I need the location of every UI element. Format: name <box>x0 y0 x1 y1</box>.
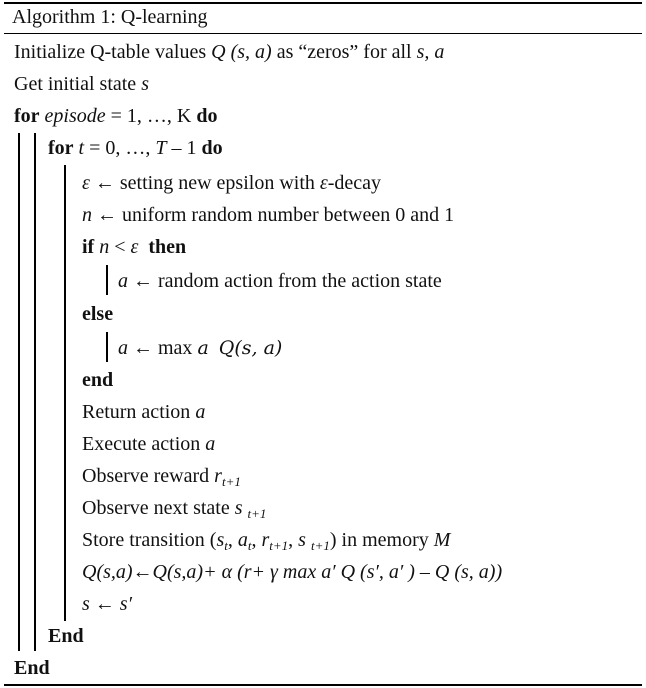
line-end-for-t: End <box>48 625 84 647</box>
line-assign-state: s ← s′ <box>82 593 132 615</box>
line-end-if: end <box>82 369 114 391</box>
line-else: else <box>82 303 114 325</box>
line-for-episode: for episode = 1, …, K do <box>14 105 218 127</box>
line-execute-action: Execute action a <box>82 433 216 455</box>
if-branch-bar <box>106 265 108 295</box>
line-store-transition: Store transition ($s_t$, $a_t$, $r_{t+1}$, s $_{t+1}$) in memory M <box>82 529 451 553</box>
line-for-t: for t = 0, …, T – 1 do <box>48 137 223 159</box>
algorithm-caption: Algorithm 1: Q-learning <box>12 6 208 28</box>
time-loop-bar <box>64 165 66 621</box>
line-observe-next-state: Observe next state s $_{t+1}$ <box>82 497 267 521</box>
line-max-action: a ← max a Q(s, a) <box>118 337 283 359</box>
line-initialize: Initialize Q-table values Q (s, a) as “zeros” for all s, a <box>14 41 445 63</box>
line-end-for-episode: End <box>14 657 50 679</box>
bottom-rule <box>4 684 642 686</box>
line-q-update: Q(s,a)←Q(s,a)+ α (r+ γ max a′ Q (s′, a′ ) – Q (s, a)) <box>82 561 503 583</box>
top-rule <box>4 2 642 4</box>
line-random-action: a ← random action from the action state <box>118 270 442 292</box>
line-epsilon-decay: ε ← setting new epsilon with ε-decay <box>82 172 382 194</box>
line-random-number: n ← uniform random number between 0 and 1 <box>82 204 455 226</box>
line-if: if n < ε then <box>82 236 187 258</box>
episode-loop-inner-bar <box>34 133 36 651</box>
line-observe-reward: Observe reward $r_{t+1}$ <box>82 465 241 489</box>
line-return-action: Return action a <box>82 401 206 423</box>
line-get-state: Get initial state s <box>14 73 149 95</box>
caption-rule <box>4 33 642 34</box>
episode-loop-bar <box>18 133 20 651</box>
else-branch-bar <box>106 332 108 362</box>
